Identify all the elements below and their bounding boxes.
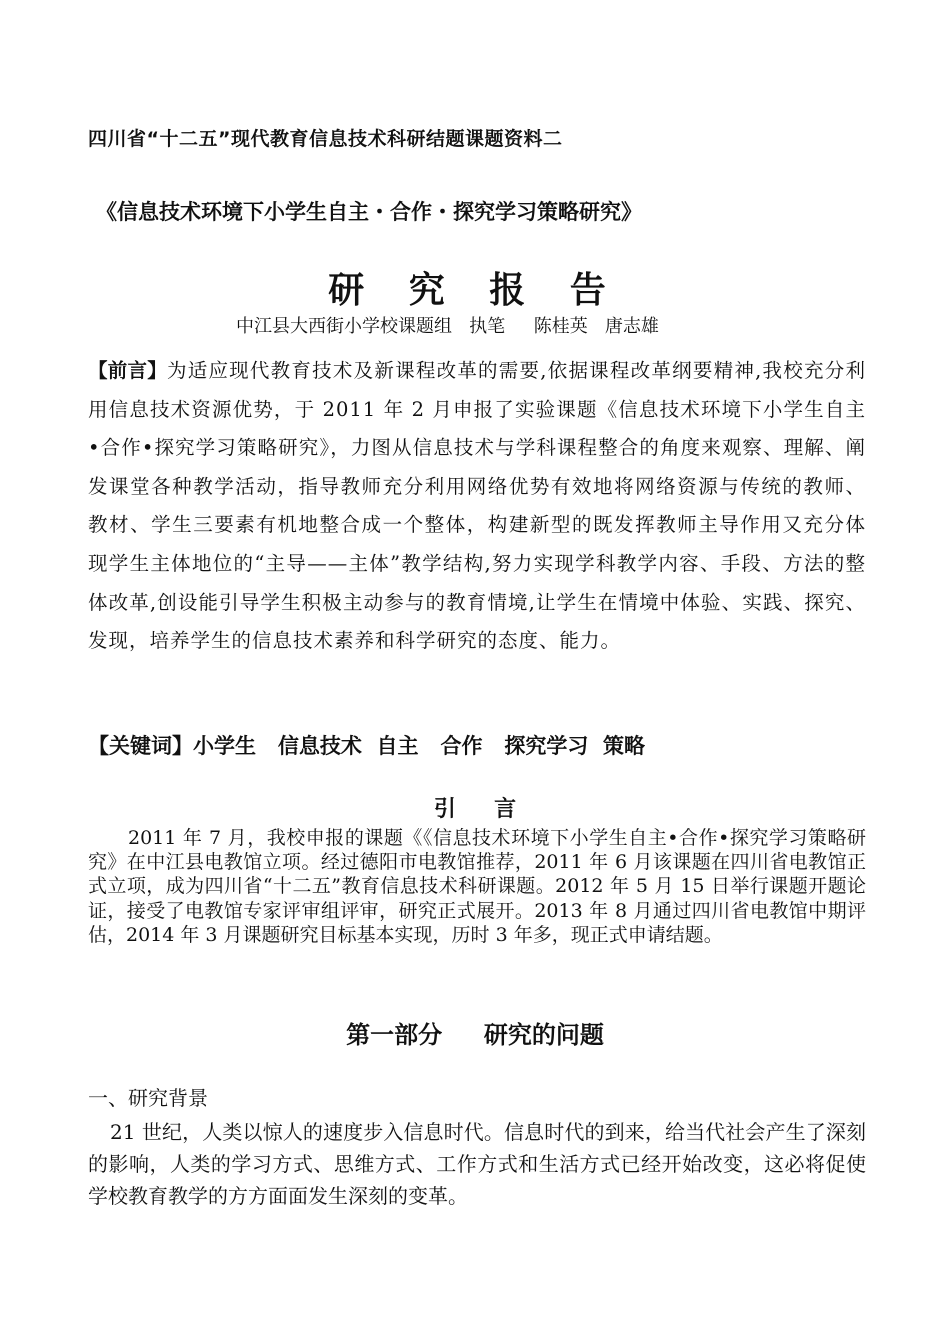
section-heading: 一、研究背景 — [88, 1086, 208, 1110]
preface-paragraph — [88, 352, 866, 661]
authors-line: 中江县大西街小学校课题组 执笔 陈桂英 唐志雄 — [236, 316, 659, 337]
intro-heading: 引 言 — [433, 797, 517, 822]
part-one-heading: 第一部分 研究的问题 — [346, 1021, 604, 1049]
document-header-line: 四川省“十二五”现代教育信息技术科研结题课题资料二 — [88, 128, 563, 150]
keywords-line: 【关键词】小学生 信息技术 自主 合作 探究学习 策略 — [88, 734, 646, 758]
report-title: 研 究 报 告 — [328, 269, 622, 311]
preface-text: 为适应现代教育技术及新课程改革的需要,依据课程改革纲要精神,我校充分利用信息技术资源优势，于 2011 年 2 月申报了实验课题《信息技术环境下小学生自主•合作•探究学习策略研究》，力图从信息技术与学科课程整合的角度来观察、理解、阐发课堂各种教学活动，指导教师充分利用网络优势有效地将网络资源与传统的教师、教材、学生三要素有机地整合成一个整体，构建新型的既发挥教师主导作用又充分体现学生主体地位的“主导——主体”教学结构,努力实现学科教学内容、手段、方法的整体改革,创设能引导学生积极主动参与的教育情境,让学生在情境中体验、实践、探究、发现，培养学生的信息技术素养和科学研究的态度、能力。 — [88, 359, 866, 653]
preface-label: 【前言】 — [88, 359, 167, 382]
intro-paragraph: 2011 年 7 月，我校申报的课题《《信息技术环境下小学生自主•合作•探究学习策略研究》在中江县电教馆立项。经过德阳市电教馆推荐，2011 年 6 月该课题在四川省电教馆正式立项，成为四川省“十二五”教育信息技术科研课题。2012 年 5 月 15 日举行课题开题论证，接受了电教馆专家评审组评审，研究正式展开。2013 年 8 月通过四川省电教馆中期评估，2014 年 3 月课题研究目标基本实现，历时 3 年多，现正式申请结题。 — [88, 827, 866, 946]
project-title: 《信息技术环境下小学生自主・合作・探究学习策略研究》 — [96, 200, 642, 224]
section-paragraph: 21 世纪，人类以惊人的速度步入信息时代。信息时代的到来，给当代社会产生了深刻的影响，人类的学习方式、思维方式、工作方式和生活方式已经开始改变，这必将促使学校教育教学的方方面面发生深刻的变革。 — [88, 1120, 866, 1208]
